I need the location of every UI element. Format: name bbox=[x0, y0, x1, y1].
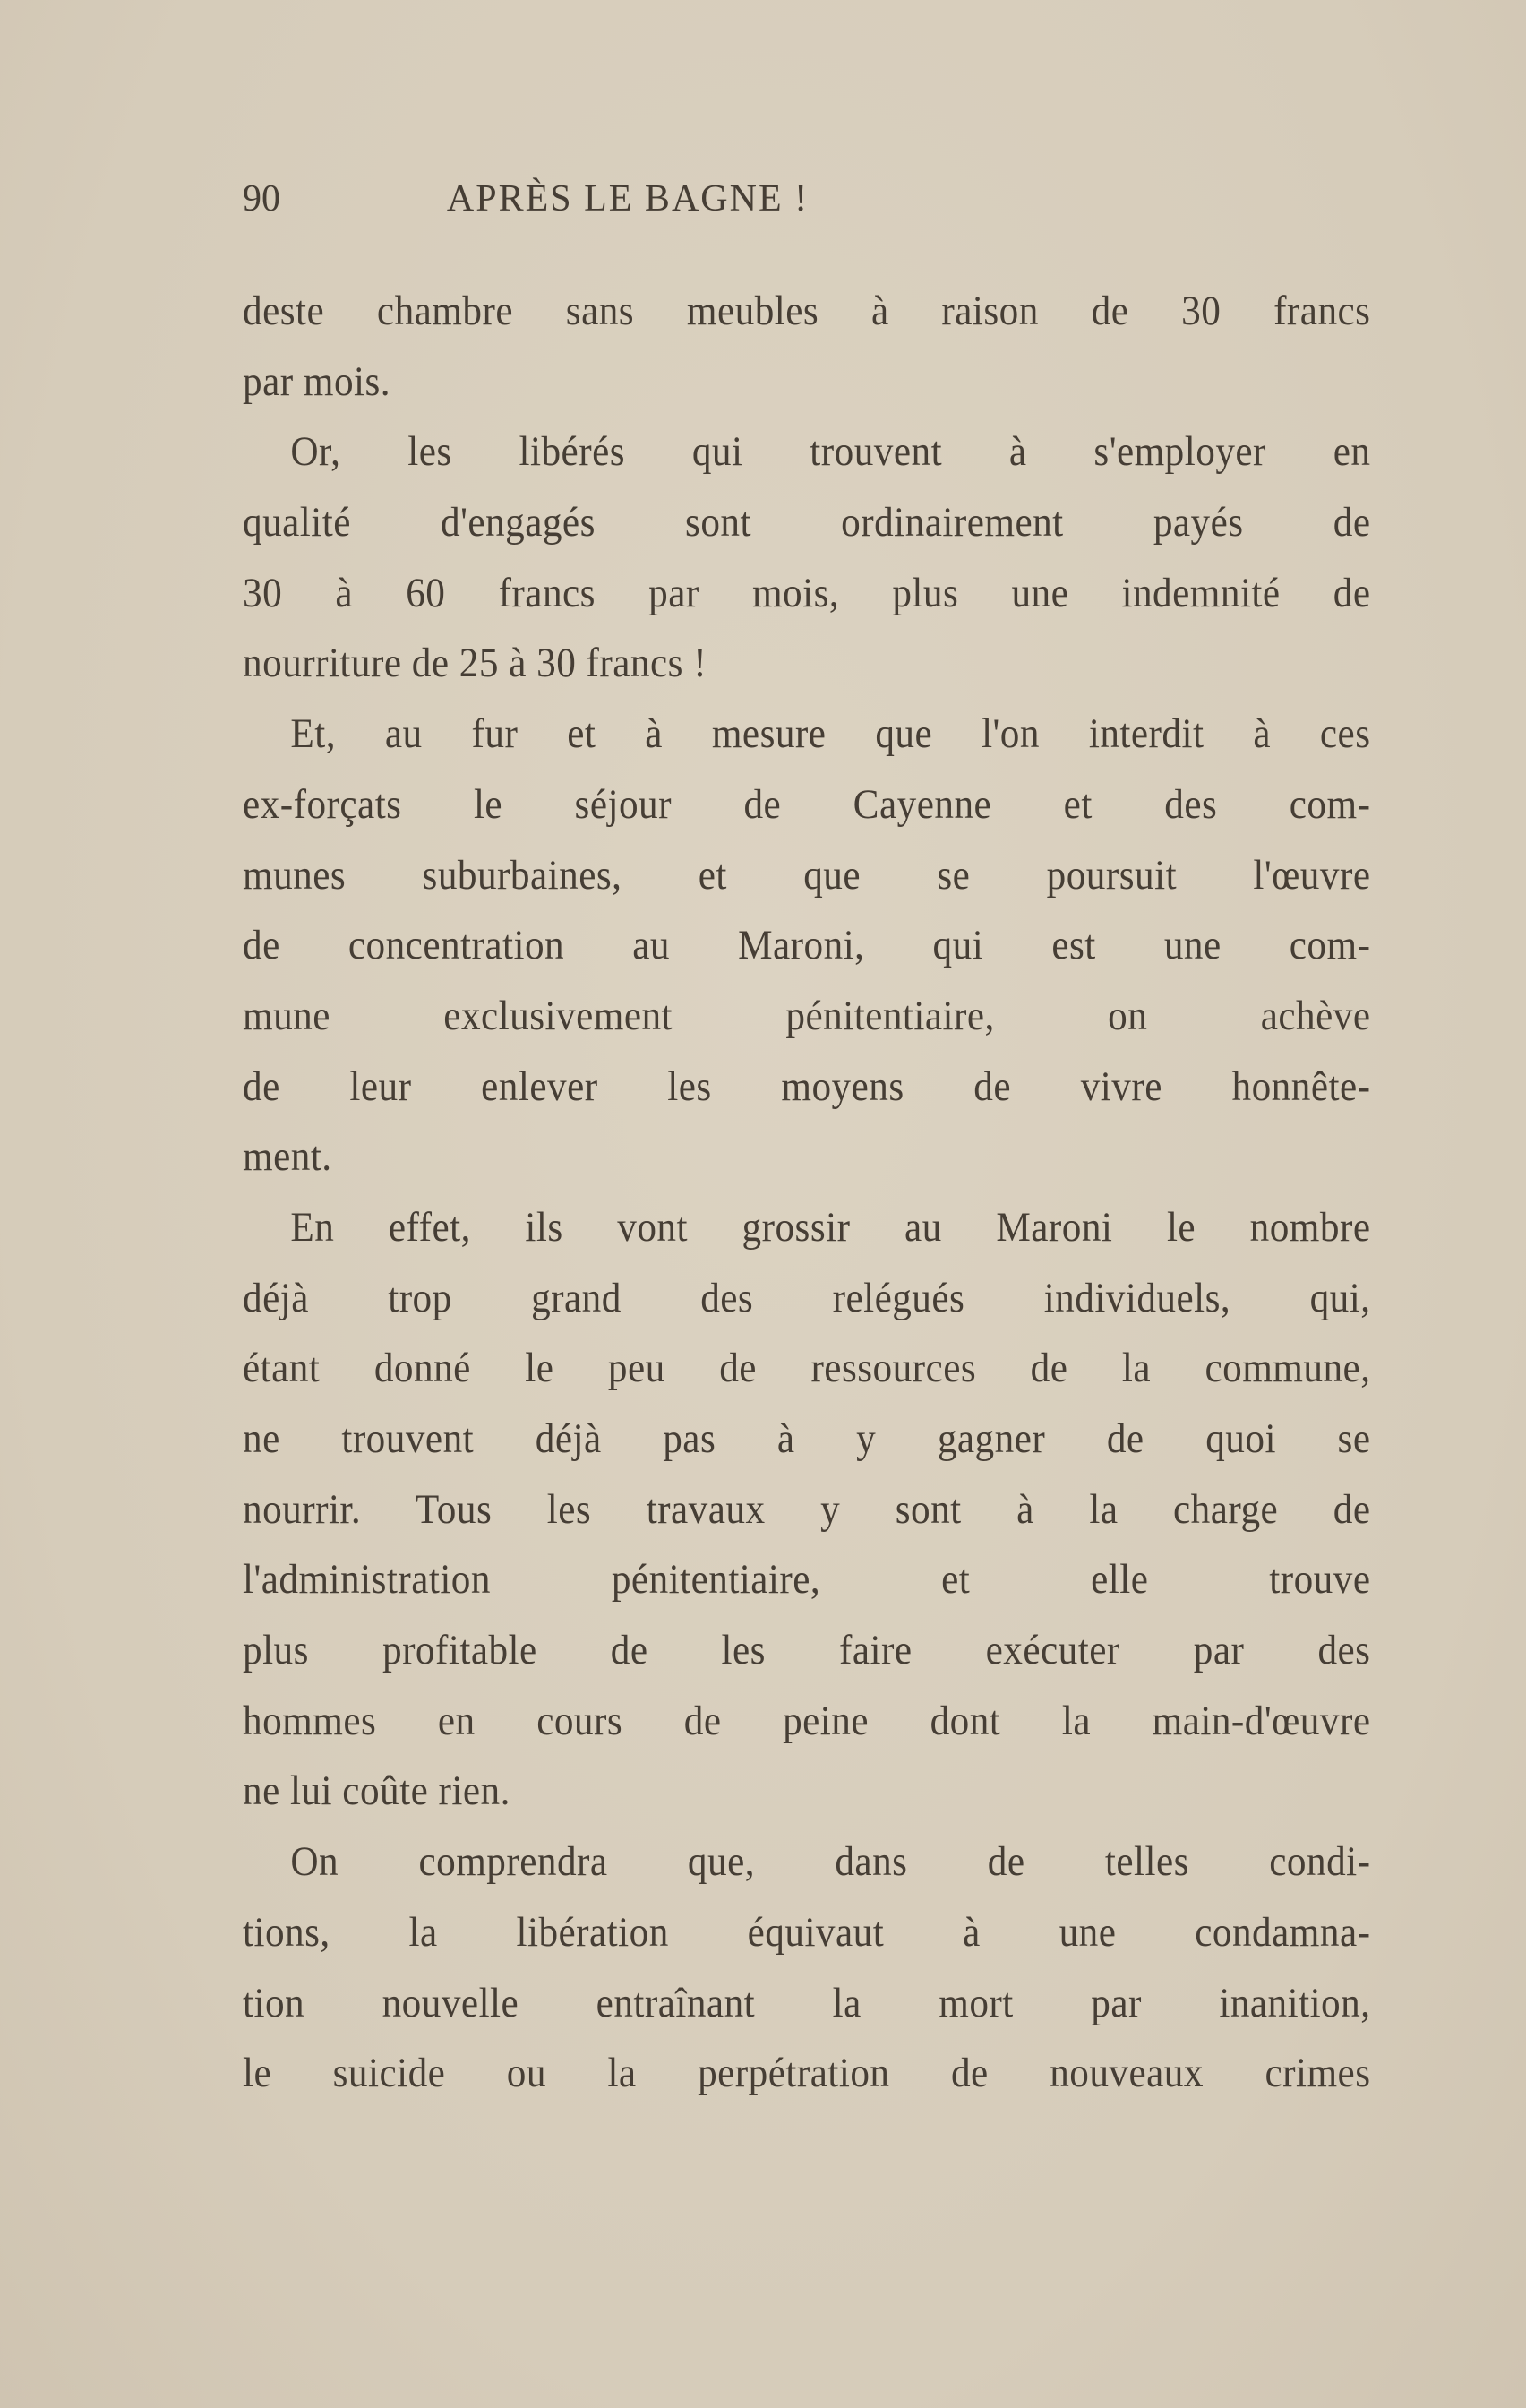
text-line: Et, au fur et à mesure que l'on interdit à ces bbox=[290, 710, 1371, 758]
body-text bbox=[243, 276, 1371, 2109]
text-line: En effet, ils vont grossir au Maroni le nombre bbox=[290, 1203, 1371, 1251]
text-line: ment. bbox=[243, 1133, 332, 1181]
text-line: l'administration pénitentiaire, et elle trouve bbox=[243, 1556, 1371, 1604]
text-line: nourriture de 25 à 30 francs ! bbox=[243, 640, 707, 687]
page-header bbox=[243, 177, 1371, 231]
running-title: APRÈS LE BAGNE ! bbox=[446, 178, 810, 219]
text-line: ex-forçats le séjour de Cayenne et des com- bbox=[243, 780, 1371, 828]
text-line: plus profitable de les faire exécuter par des bbox=[243, 1627, 1371, 1674]
paragraph bbox=[243, 417, 1371, 699]
text-line: Or, les libérés qui trouvent à s'employer en bbox=[290, 428, 1371, 476]
text-line: nourrir. Tous les travaux y sont à la charge de bbox=[243, 1485, 1371, 1533]
text-line: tions, la libération équivaut à une condamna- bbox=[243, 1908, 1371, 1956]
text-line: de concentration au Maroni, qui est une com- bbox=[243, 922, 1371, 969]
text-line: munes suburbaines, et que se poursuit l'œuvre bbox=[243, 851, 1371, 899]
text-line: On comprendra que, dans de telles condi- bbox=[290, 1838, 1371, 1886]
text-line: deste chambre sans meubles à raison de 30 francs bbox=[243, 288, 1371, 334]
text-line: 30 à 60 francs par mois, plus une indemnité de bbox=[243, 569, 1371, 616]
text-line: ne trouvent déjà pas à y gagner de quoi se bbox=[243, 1415, 1371, 1462]
text-line: qualité d'engagés sont ordinairement payés de bbox=[243, 499, 1371, 546]
paragraph bbox=[243, 1192, 1371, 1827]
text-line: étant donné le peu de ressources de la commune, bbox=[243, 1345, 1371, 1392]
text-line: le suicide ou la perpétration de nouveaux crimes bbox=[243, 2050, 1371, 2097]
text-line: déjà trop grand des relégués individuels, qui, bbox=[243, 1274, 1371, 1321]
text-line: mune exclusivement pénitentiaire, on achève bbox=[243, 992, 1371, 1039]
text-line: ne lui coûte rien. bbox=[243, 1767, 510, 1815]
text-line: de leur enlever les moyens de vivre honnête- bbox=[243, 1062, 1371, 1110]
page-number: 90 bbox=[243, 178, 280, 219]
text-line: par mois. bbox=[243, 357, 391, 405]
text-line: hommes en cours de peine dont la main-d'œuvre bbox=[243, 1697, 1371, 1744]
paragraph bbox=[243, 276, 1371, 417]
paragraph bbox=[243, 1827, 1371, 2109]
paragraph bbox=[243, 699, 1371, 1192]
text-line: tion nouvelle entraînant la mort par inanition, bbox=[243, 1979, 1371, 2026]
